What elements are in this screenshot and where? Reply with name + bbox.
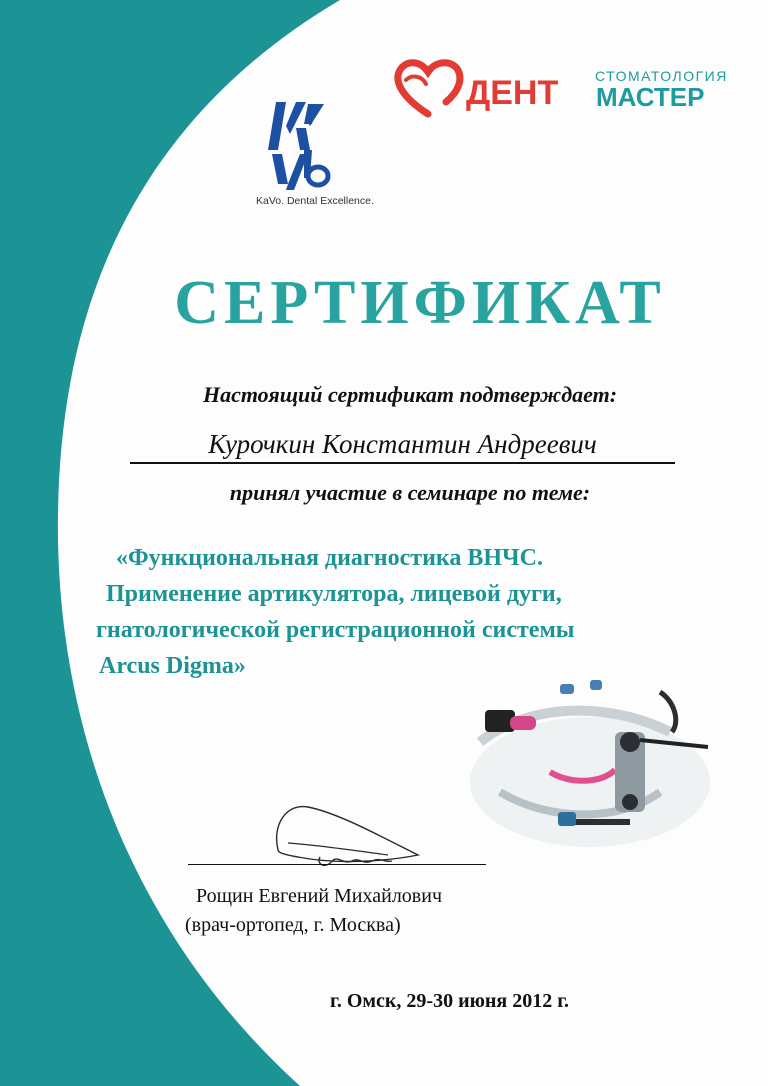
seminar-topic — [96, 540, 716, 684]
recipient-name: Курочкин Константин Андреевич — [130, 429, 675, 464]
kavo-logo — [262, 100, 332, 195]
participated-line: принял участие в семинаре по теме: — [229, 480, 591, 505]
place-date: г. Омск, 29-30 июня 2012 г. — [330, 990, 570, 1012]
heart-icon — [392, 58, 464, 118]
dentmaster-dent: ДЕНТ — [466, 74, 559, 112]
topic-line: «Функциональная диагностика ВНЧС. — [116, 545, 543, 571]
signer-name: Рощин Евгений Михайлович — [196, 885, 443, 907]
dentmaster-stomatology: СТОМАТОЛОГИЯ — [595, 68, 728, 84]
dentmaster-master: МАСТЕР — [596, 82, 705, 112]
topic-line: Применение артикулятора, лицевой дуги, — [106, 581, 562, 607]
articulator-icon — [440, 672, 720, 872]
topic-line: Arcus Digma» — [99, 653, 246, 679]
kavo-caption: KaVo. Dental Excellence. — [256, 195, 374, 207]
signer-role: (врач-ортопед, г. Москва) — [185, 914, 401, 936]
certificate-title: СЕРТИФИКАТ — [174, 269, 666, 337]
confirm-line: Настоящий сертификат подтверждает: — [202, 382, 618, 407]
topic-line: гнатологической регистрационной системы — [96, 617, 575, 643]
signature-line — [188, 864, 486, 865]
signature — [268, 795, 438, 875]
